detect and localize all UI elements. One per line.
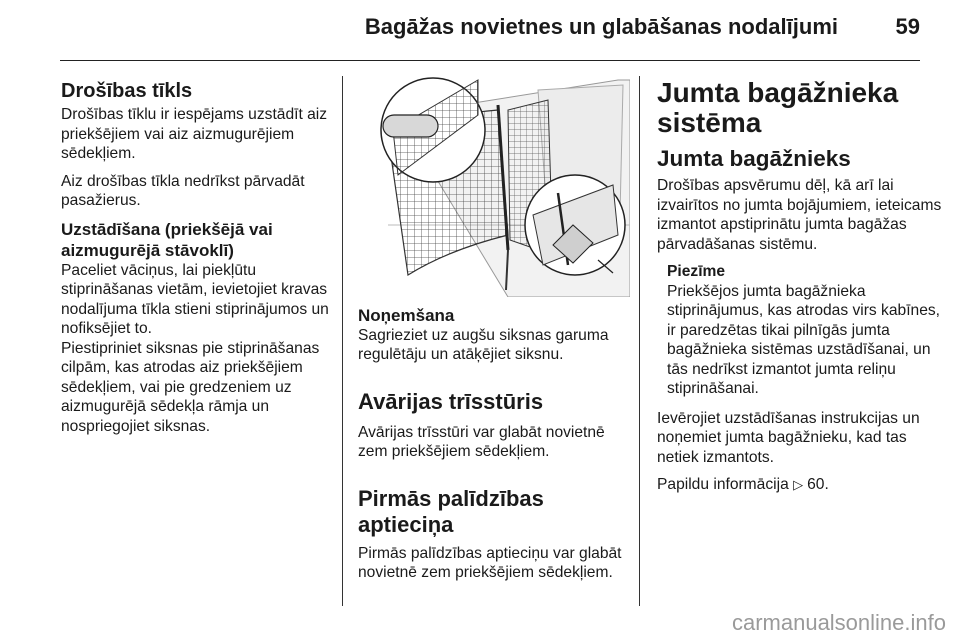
left-column	[61, 80, 333, 444]
paragraph: Sagrieziet uz augšu siksnas garuma regulētāju un atāķējiet siksnu.	[358, 326, 609, 363]
cross-reference	[657, 475, 947, 495]
page-number: 59	[895, 14, 920, 39]
paragraph: Aiz drošības tīkla nedrīkst pārvadāt pasažierus.	[61, 172, 305, 209]
header-rule	[60, 60, 920, 61]
right-column	[657, 78, 947, 503]
paragraph: Drošības tīklu ir iespējams uzstādīt aiz priekšējiem vai aiz aizmugurējiem sēdekļiem.	[61, 106, 328, 162]
note-title: Piezīme	[667, 263, 726, 280]
subsection-title-roof-rack: Jumta bagāžnieks	[657, 146, 851, 171]
paragraph: Drošības apsvērumu dēļ, kā arī lai izvairītos no jumta bojājumiem, ieteicams izmantot apstiprinātu jumta bagāžas pārvadāšanas sistēmu.	[657, 177, 942, 253]
safety-net-illustration	[358, 75, 630, 297]
page-header-title: Bagāžas novietnes un glabāšanas nodalījumi	[364, 14, 838, 39]
note-text: Priekšējos jumta bagāžnieka stiprinājumus, kas atrodas virs kabīnes, ir paredzētas tikai pilnīgās jumta bagāžnieka sistēmas uzstādīšanai, un tās nedrīkst izmantot jumta reliņu stiprināšanai.	[667, 282, 941, 397]
section-title-first-aid-kit: Pirmās palīdzības aptieciņa	[358, 485, 544, 537]
section-title-warning-triangle: Avārijas trīsstūris	[358, 388, 544, 414]
paragraph: Ievērojiet uzstādīšanas instrukcijas un noņemiet jumta bagāžnieku, kad tas netiek izmantots.	[657, 409, 920, 466]
subsection-title-installation: Uzstādīšana (priekšējā vai aizmugurējā stāvoklī)	[61, 219, 273, 260]
column-divider-1	[342, 76, 343, 606]
subsection-title-removal: Noņemšana	[358, 305, 455, 325]
paragraph: Paceliet vāciņus, lai piekļūtu stiprināšanas vietām, ievietojiet kravas nodalījuma tīkla stieni stiprinājumos un nofiksējiet to.	[61, 261, 329, 337]
section-title-roof-rack-system: Jumta bagāžnieka sistēma	[657, 77, 899, 138]
paragraph: Piestipriniet siksnas pie stiprināšanas cilpām, kas atrodas aiz priekšējiem sēdekļiem, vai pie gredzeniem uz aizmugurējā sēdekļa rāmja un nospriegojiet siksnas.	[61, 339, 320, 435]
column-divider-2	[639, 76, 640, 606]
paragraph: Avārijas trīsstūri var glabāt novietnē zem priekšējiem sēdekļiem.	[358, 423, 605, 460]
reference-page: 60.	[807, 476, 829, 493]
watermark: carmanualsonline.info	[731, 610, 946, 635]
paragraph: Pirmās palīdzības aptieciņu var glabāt novietnē zem priekšējiem sēdekļiem.	[358, 544, 622, 581]
section-title-safety-net: Drošības tīkls	[61, 80, 193, 102]
arrow-right-icon: ▷	[793, 477, 804, 492]
note-box	[667, 262, 947, 399]
reference-text: Papildu informācija	[657, 476, 789, 493]
middle-column	[358, 75, 630, 591]
